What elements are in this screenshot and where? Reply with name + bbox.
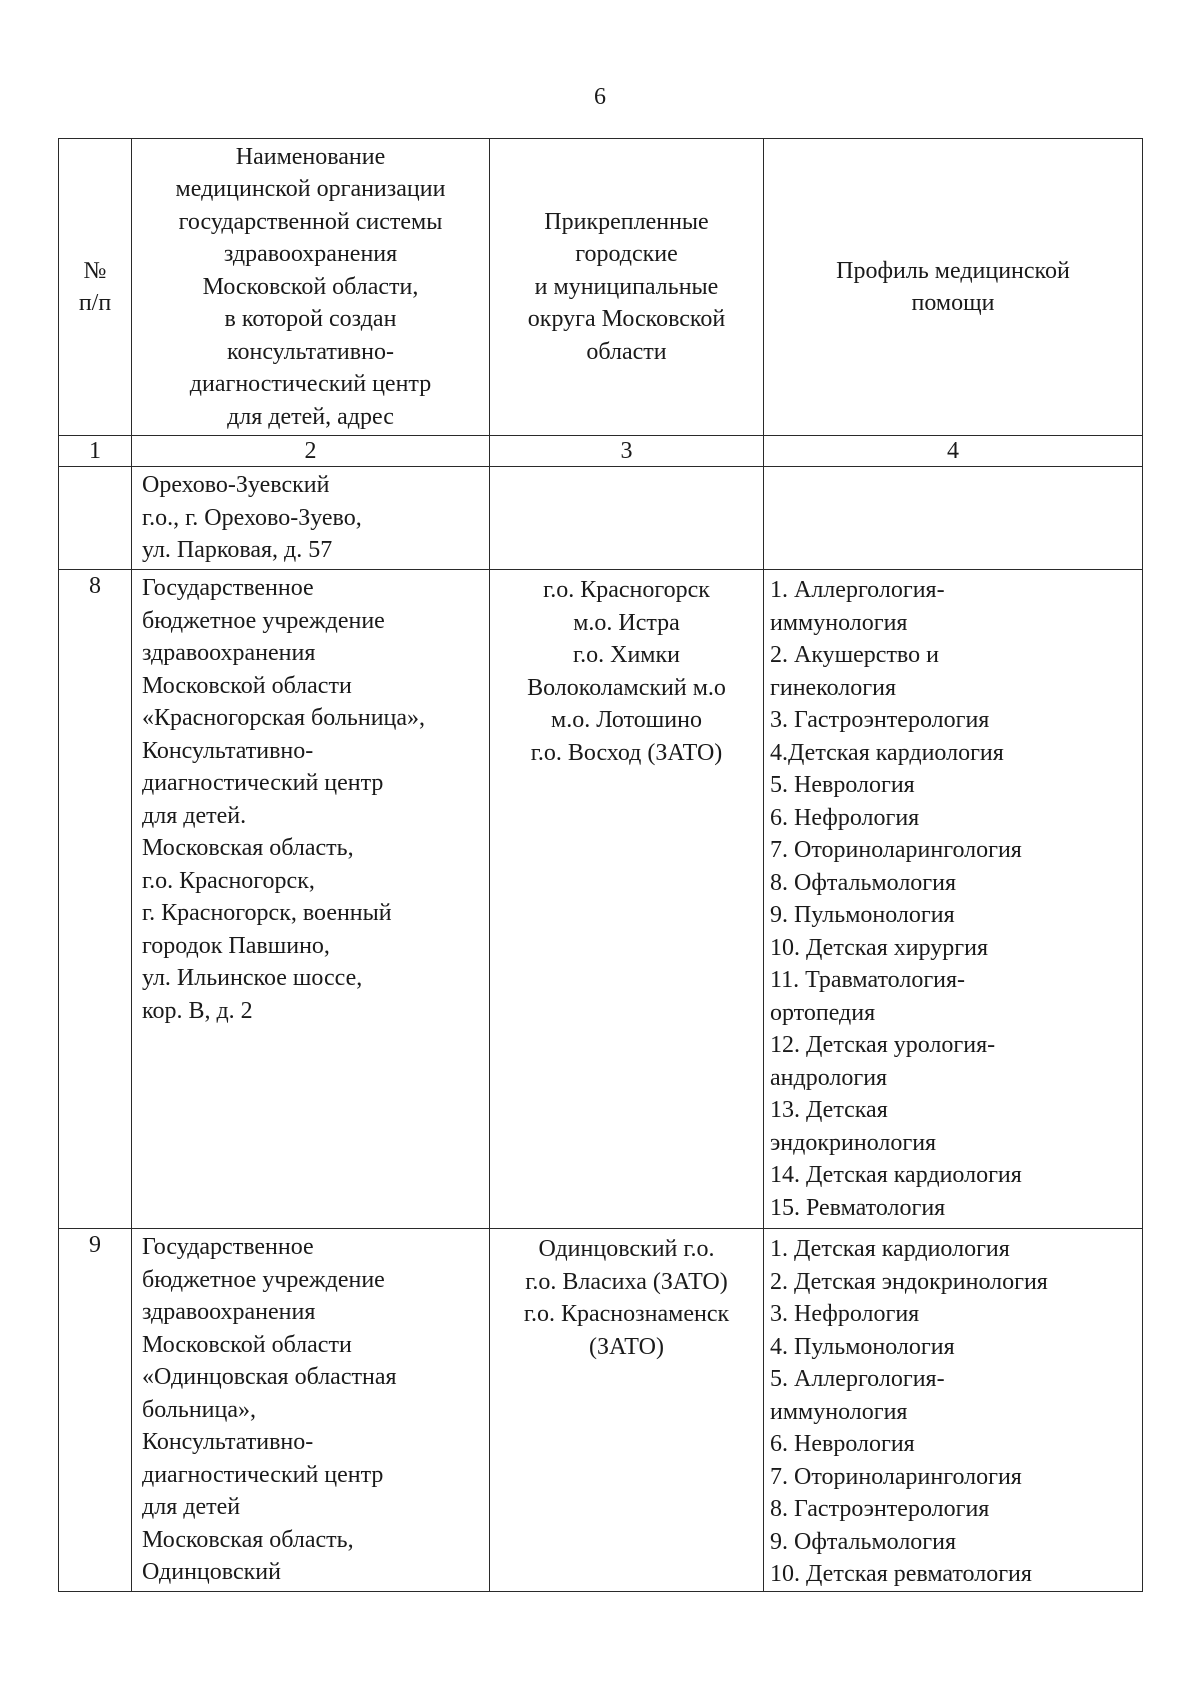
table-row [59, 1229, 1143, 1592]
text-line: здравоохранения [142, 1299, 316, 1325]
text-line: Консультативно- [142, 1429, 314, 1455]
text-line: консультативно- [227, 338, 394, 365]
text-line: 6. Нефрология [770, 804, 920, 831]
text-line: медицинской организации [175, 176, 446, 203]
text-line: эндокринология [770, 1129, 937, 1156]
text-line: 2. Акушерство и [770, 642, 939, 668]
organization-cell [132, 1229, 490, 1592]
text-line: 1. Детская кардиология [770, 1236, 1010, 1262]
page-number: 6 [594, 84, 606, 110]
text-line: здравоохранения [142, 640, 316, 666]
text-line: 10. Детская ревматология [770, 1561, 1032, 1587]
text-line: диагностический центр [189, 371, 432, 398]
text-line: области [586, 338, 667, 365]
text-line: 14. Детская кардиология [770, 1162, 1022, 1188]
text-line: 15. Ревматология [770, 1194, 946, 1221]
text-line: 4. Пульмонология [770, 1333, 955, 1360]
text-line: гинекология [770, 674, 897, 701]
text-line: диагностический центр [142, 1461, 384, 1488]
text-line: 8. Офтальмология [770, 869, 957, 896]
text-line: Московской области, [202, 273, 419, 300]
text-line: 5. Неврология [770, 772, 915, 798]
text-line: 7. Оториноларингология [770, 837, 1022, 863]
text-line: 6. Неврология [770, 1431, 915, 1457]
text-line: 7. Оториноларингология [770, 1463, 1022, 1490]
districts-cell [490, 467, 764, 570]
text-line: Московской области [142, 672, 352, 699]
text-line: Профиль медицинской [836, 257, 1070, 284]
text-line: 5. Аллергология- [770, 1366, 945, 1392]
text-line: 2. Детская эндокринология [770, 1268, 1048, 1295]
row-number: 8 [59, 570, 132, 1229]
text-line: 8. Гастроэнтерология [770, 1496, 990, 1522]
text-line: андрология [770, 1064, 888, 1091]
text-line: Волоколамский м.о [527, 674, 726, 701]
text-line: г.о. Химки [572, 642, 680, 668]
text-line: 12. Детская урология- [770, 1032, 996, 1058]
text-line: Государственное [142, 575, 314, 601]
text-line: бюджетное учреждение [142, 1266, 385, 1293]
text-line: 4.Детская кардиология [770, 739, 1004, 766]
text-line: ул. Ильинское шоссе, [142, 965, 363, 991]
districts-cell [490, 1229, 764, 1592]
text-line: 11. Травматология- [770, 967, 966, 993]
text-line: 13. Детская [770, 1097, 888, 1123]
text-line: Одинцовский г.о. [538, 1236, 715, 1262]
row-number: 9 [59, 1229, 132, 1592]
text-line: в которой создан [224, 306, 397, 333]
text-line: Наименование [235, 143, 386, 170]
districts-cell [490, 570, 764, 1229]
organization-cell [132, 467, 490, 570]
text-line: Московская область, [142, 1526, 354, 1553]
text-line: Одинцовский [142, 1559, 281, 1585]
text-line: городок Павшино, [142, 932, 330, 959]
text-line: кор. В, д. 2 [142, 997, 253, 1024]
text-line: помощи [911, 290, 995, 316]
text-line: ул. Парковая, д. 57 [142, 537, 333, 563]
table-row [59, 467, 1143, 570]
header-profile [764, 139, 1143, 436]
table-header-row [59, 139, 1143, 436]
text-line: Московской области [142, 1331, 352, 1358]
text-line: г.о. Красногорск [543, 577, 710, 603]
text-line: п/п [78, 290, 112, 316]
text-line: для детей, адрес [227, 403, 394, 430]
column-number: 3 [490, 436, 764, 467]
text-line: Государственное [142, 1234, 314, 1260]
text-line: г.о. Власиха (ЗАТО) [525, 1268, 728, 1295]
column-number: 4 [764, 436, 1143, 467]
text-line: 9. Офтальмология [770, 1528, 957, 1555]
profiles-cell [764, 570, 1143, 1229]
text-line: диагностический центр [142, 770, 384, 796]
text-line: «Одинцовская областная [142, 1364, 397, 1390]
text-line: и муниципальные [534, 273, 719, 300]
header-districts [490, 139, 764, 436]
text-line: г.о. Восход (ЗАТО) [530, 739, 723, 766]
text-line: м.о. Истра [573, 609, 680, 636]
organization-cell [132, 570, 490, 1229]
text-line: г.о. Краснознаменск [523, 1301, 730, 1327]
organizations-table [58, 138, 1143, 1592]
column-number: 1 [59, 436, 132, 467]
text-line: Прикрепленные [544, 208, 709, 235]
text-line: для детей. [142, 802, 247, 829]
text-line: (ЗАТО) [589, 1333, 664, 1360]
header-organization [132, 139, 490, 436]
text-line: больница», [142, 1396, 256, 1423]
text-line: г.о., г. Орехово-Зуево, [142, 504, 362, 531]
text-line: 3. Нефрология [770, 1301, 920, 1327]
text-line: иммунология [770, 1398, 908, 1425]
text-line: 10. Детская хирургия [770, 934, 988, 961]
header-number [59, 139, 132, 436]
text-line: для детей [142, 1494, 241, 1520]
text-line: здравоохранения [223, 241, 398, 268]
text-line: иммунология [770, 609, 908, 636]
column-numbers-row [59, 436, 1143, 467]
text-line: городские [575, 241, 678, 268]
profiles-cell [764, 467, 1143, 570]
text-line: ортопедия [770, 999, 876, 1026]
text-line: округа Московской [527, 306, 726, 333]
text-line: «Красногорская больница», [142, 705, 426, 731]
text-line: государственной системы [178, 208, 443, 235]
text-line: Орехово-Зуевский [142, 472, 330, 498]
column-number: 2 [132, 436, 490, 467]
text-line: Московская область, [142, 835, 354, 861]
text-line: г.о. Красногорск, [142, 867, 315, 894]
text-line: 9. Пульмонология [770, 902, 955, 928]
table-row [59, 570, 1143, 1229]
row-number [59, 467, 132, 570]
text-line: № [83, 257, 107, 284]
text-line: г. Красногорск, военный [142, 900, 392, 926]
text-line: бюджетное учреждение [142, 607, 385, 634]
text-line: м.о. Лотошино [551, 707, 702, 733]
text-line: 1. Аллергология- [770, 577, 945, 603]
profiles-cell [764, 1229, 1143, 1592]
text-line: 3. Гастроэнтерология [770, 707, 990, 733]
text-line: Консультативно- [142, 737, 314, 764]
